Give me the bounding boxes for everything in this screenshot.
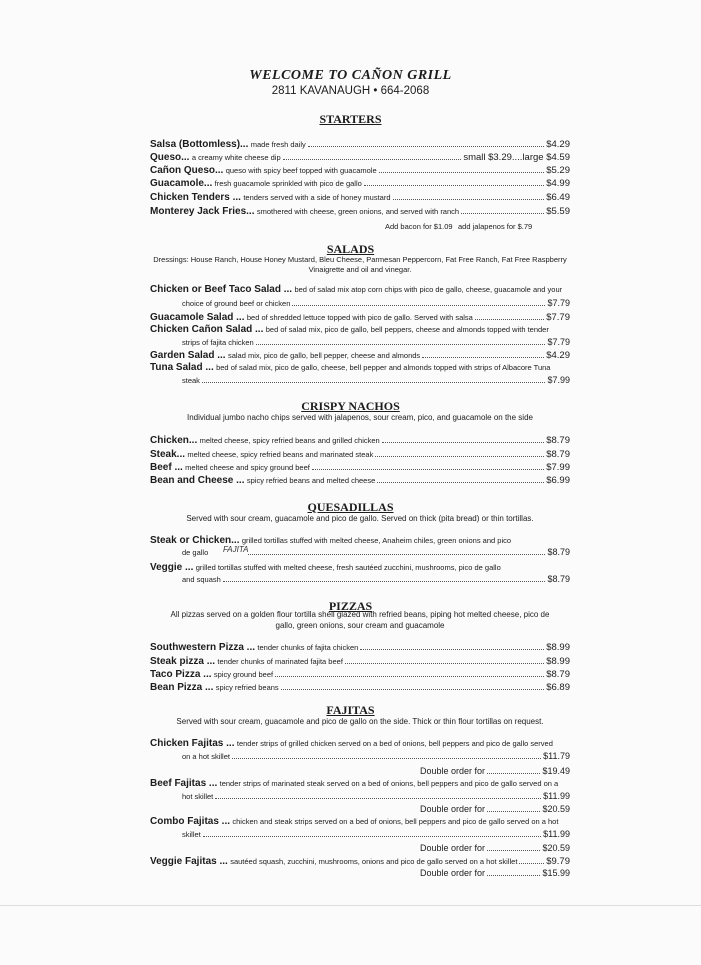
menu-item-cont: de gallo $8.79 <box>182 547 570 557</box>
menu-item: Guacamole... fresh guacamole sprinkled with pico de gallo $4.99 <box>150 178 570 189</box>
double-order: Double order for $20.59 <box>420 804 570 814</box>
menu-item: Taco Pizza ... spicy ground beef $8.79 <box>150 669 570 680</box>
salad-dressings-2: Vinaigrette and oil and vinegar. <box>308 265 412 274</box>
addon-bacon: Add bacon for $1.09 <box>385 222 453 231</box>
menu-item: Steak pizza ... tender chunks of marinated fajita beef $8.99 <box>150 656 570 667</box>
menu-item-cont: strips of fajita chicken $7.79 <box>182 337 570 347</box>
menu-item: Beef Fajitas ... tender strips of marinated steak served on a bed of onions, bell peppers and pico de gallo served on a <box>150 778 559 789</box>
menu-item: Southwestern Pizza ... tender chunks of fajita chicken $8.99 <box>150 642 570 653</box>
menu-item: Steak... melted cheese, spicy refried beans and marinated steak $8.79 <box>150 449 570 460</box>
menu-item: Chicken Cañon Salad ... bed of salad mix, pico de gallo, bell peppers, cheese and almonds topped with tender <box>150 324 549 335</box>
menu-item: Garden Salad ... salad mix, pico de gallo, bell pepper, cheese and almonds $4.29 <box>150 350 570 361</box>
fajitas-heading: FAJITAS <box>326 703 375 717</box>
menu-item: Veggie Fajitas ... sautéed squash, zucchini, mushrooms, onions and pico de gallo served on a hot skillet $9.79 <box>150 856 570 867</box>
menu-item-cont: and squash $8.79 <box>182 574 570 584</box>
handwritten-note: FAJITA <box>223 545 249 554</box>
menu-item: Queso... a creamy white cheese dip small $3.29....large $4.59 <box>150 152 570 163</box>
menu-item-cont: steak $7.99 <box>182 375 570 385</box>
nachos-note: Individual jumbo nacho chips served with jalapenos, sour cream, pico, and guacamole on the side <box>187 413 533 422</box>
menu-item: Bean Pizza ... spicy refried beans $6.89 <box>150 682 570 693</box>
menu-item-cont: on a hot skillet $11.79 <box>182 751 570 761</box>
menu-item: Chicken or Beef Taco Salad ... bed of salad mix atop corn chips with pico de gallo, cheese, guacamole and your <box>150 284 563 295</box>
menu-item: Steak or Chicken... grilled tortillas stuffed with melted cheese, Anaheim chiles, green onions and pico <box>150 535 512 546</box>
menu-item: Monterey Jack Fries... smothered with cheese, green onions, and served with ranch $5.59 <box>150 206 570 217</box>
nachos-heading: CRISPY NACHOS <box>301 399 400 413</box>
menu-item: Guacamole Salad ... bed of shredded lettuce topped with pico de gallo. Served with salsa $7.79 <box>150 312 570 323</box>
quesadillas-heading: QUESADILLAS <box>307 500 394 514</box>
menu-item: Chicken Fajitas ... tender strips of grilled chicken served on a bed of onions, bell peppers and pico de gallo served <box>150 738 553 749</box>
menu-item-cont: skillet $11.99 <box>182 829 570 839</box>
pizzas-heading: PIZZAS <box>328 599 373 613</box>
fajitas-note: Served with sour cream, guacamole and pico de gallo on the side. Thick or thin flour tortillas on request. <box>176 717 544 726</box>
menu-item: Salsa (Bottomless)... made fresh daily $4.29 <box>150 139 570 150</box>
menu-item: Veggie ... grilled tortillas stuffed with melted cheese, fresh sautéed zucchini, mushrooms, pico de gallo <box>150 562 501 573</box>
double-order: Double order for $19.49 <box>420 766 570 776</box>
starters-heading: STARTERS <box>319 112 382 126</box>
menu-item-cont: choice of ground beef or chicken $7.79 <box>182 298 570 308</box>
restaurant-title: WELCOME TO CAÑON GRILL <box>249 68 452 83</box>
menu-item-cont: hot skillet $11.99 <box>182 791 570 801</box>
salad-dressings: Dressings: House Ranch, House Honey Mustard, Bleu Cheese, Parmesan Peppercorn, Fat Free Ranch, Fat Free Raspberry <box>153 255 567 264</box>
menu-item: Chicken Tenders ... tenders served with a side of honey mustard $6.49 <box>150 192 570 203</box>
menu-item: Beef ... melted cheese and spicy ground beef $7.99 <box>150 462 570 473</box>
pizzas-note-2: gallo, green onions, sour cream and guacamole <box>275 621 445 630</box>
double-order: Double order for $20.59 <box>420 843 570 853</box>
page-edge-divider <box>0 905 701 906</box>
addon-jalapenos: add jalapenos for $.79 <box>458 222 533 231</box>
restaurant-address: 2811 KAVANAUGH • 664-2068 <box>271 85 430 97</box>
menu-item: Chicken... melted cheese, spicy refried beans and grilled chicken $8.79 <box>150 435 570 446</box>
menu-item: Tuna Salad ... bed of salad mix, pico de gallo, cheese, bell pepper and almonds topped with strips of Albacore Tuna <box>150 362 551 373</box>
double-order: Double order for $15.99 <box>420 868 570 878</box>
pizzas-note: All pizzas served on a golden flour tortilla shell glazed with refried beans, piping hot melted cheese, pico de <box>170 610 550 619</box>
quesadillas-note: Served with sour cream, guacamole and pico de gallo. Served on thick (pita bread) or thin tortillas. <box>186 514 534 523</box>
menu-item: Bean and Cheese ... spicy refried beans and melted cheese $6.99 <box>150 475 570 486</box>
menu-item: Cañon Queso... queso with spicy beef topped with guacamole $5.29 <box>150 165 570 176</box>
menu-item: Combo Fajitas ... chicken and steak strips served on a bed of onions, bell peppers and pico de gallo served on a hot <box>150 816 559 827</box>
salads-heading: SALADS <box>326 242 375 256</box>
